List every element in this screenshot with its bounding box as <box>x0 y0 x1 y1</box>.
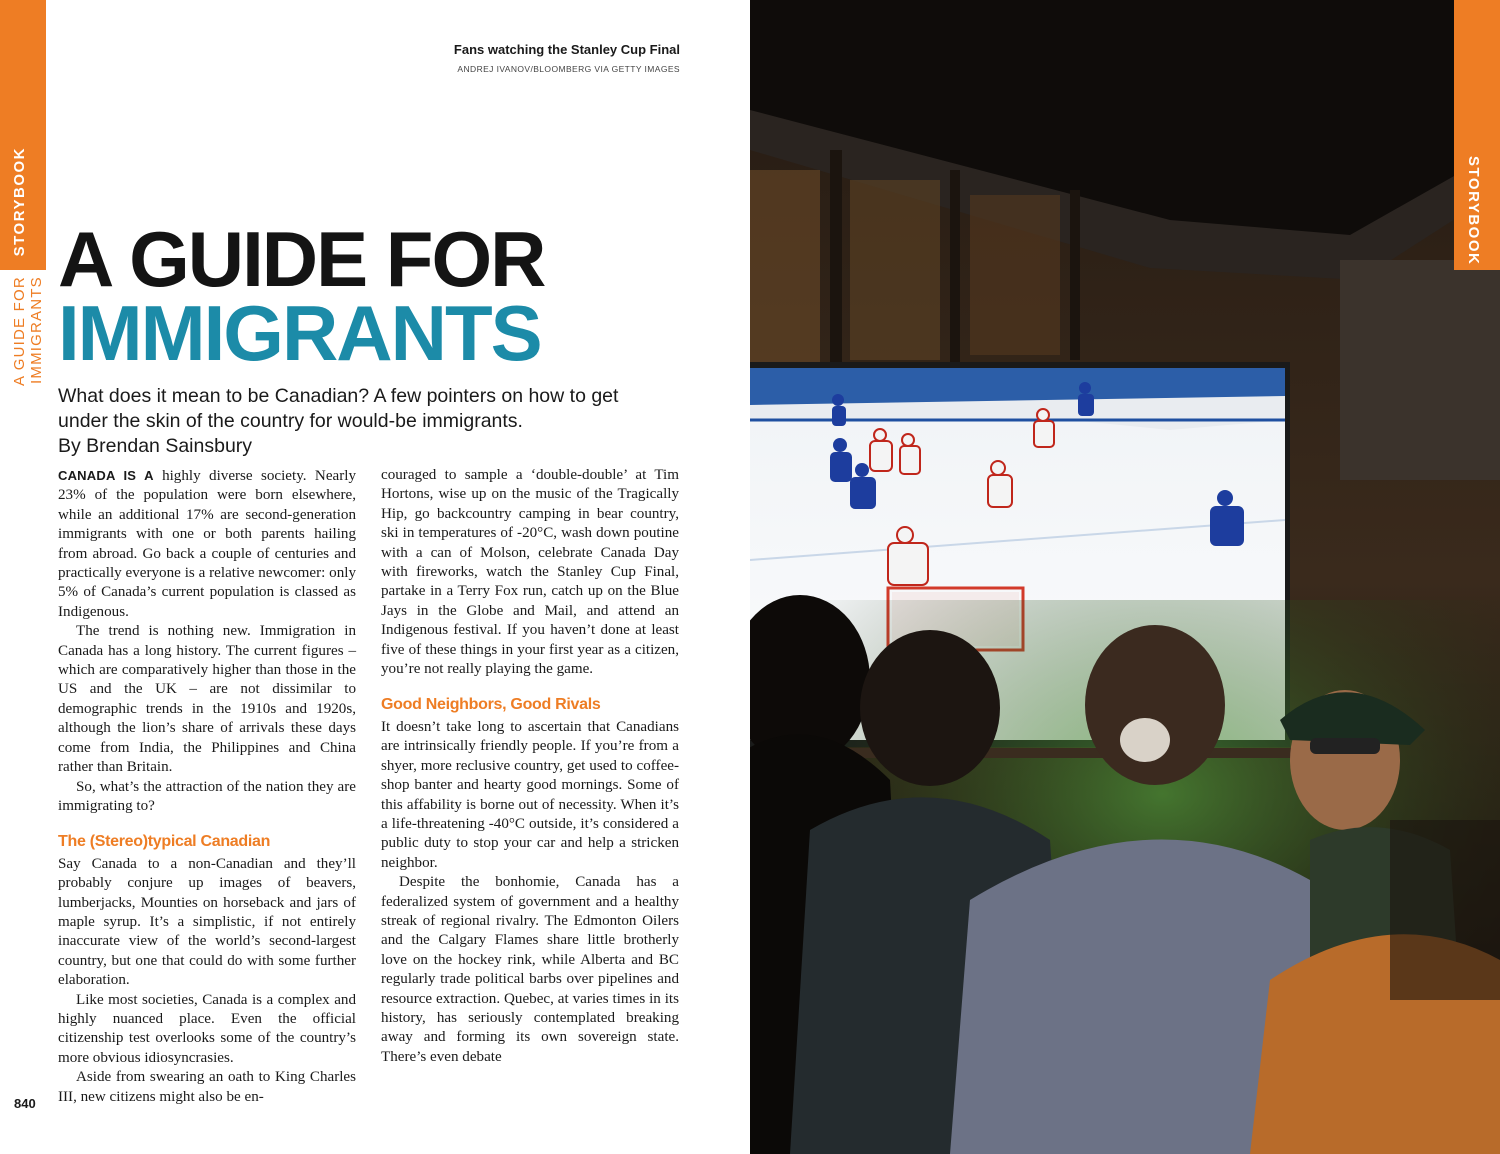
paragraph: It doesn’t take long to ascertain that Canadians are intrinsically friendly people. If you’re from a shyer, more reclusive country, get used to coffee-shop banter and hearty good mornings. Some of this affability is borne out of necessity. When it’s a life-threatening -40°C outside, it’s considered a public duty to stop your car and help a stricken neighbor. <box>381 718 679 871</box>
paragraph <box>58 466 356 622</box>
paragraph: The trend is nothing new. Immigration in Canada has a long history. The current figures – which are comparatively higher than those in the US and the UK – are not dissimilar to demographic trends in the 1910s and 1920s, although the lion’s share of arrivals these days come from India, the Philippines and China rather than Britain. <box>58 623 356 776</box>
standfirst <box>58 384 658 459</box>
lead-in: CANADA IS A <box>58 468 154 483</box>
article-column-1 <box>58 466 356 1107</box>
paragraph: So, what’s the attraction of the nation they are immigrating to? <box>58 778 356 814</box>
headline-line-2: IMMIGRANTS <box>58 289 541 377</box>
paragraph: Say Canada to a non-Canadian and they’ll probably conjure up images of beavers, lumberjacks, Mounties on horseback and jars of maple syrup. It’s a simplistic, if not entirely inaccurate view of the world’s second-largest country, but one that could do with some further elaboration. <box>58 855 356 989</box>
page-number: 840 <box>14 1096 36 1111</box>
hockey-fans-photo <box>750 0 1500 1154</box>
article-column-2 <box>381 466 679 1067</box>
paragraph: couraged to sample a ‘double-double’ at Tim Hortons, wise up on the music of the Tragically Hip, go backcountry camping in bear country, ski in temperatures of -20°C, wash down poutine with a can of Molson, celebrate Canada Day with fireworks, watch the Stanley Cup Final, partake in a Terry Fox run, catch up on the Blue Jays in the Globe and Mail, and attend an Indigenous festival. If you haven’t done at least five of these things in your first year as a citizen, you’re not really playing the game. <box>381 467 679 678</box>
byline: By Brendan Sainsbury <box>58 435 253 457</box>
photo-illustration <box>750 0 1500 1154</box>
standfirst-text: What does it mean to be Canadian? A few pointers on how to get under the skin of the country for would-be immigrants. <box>58 385 619 432</box>
paragraph: Like most societies, Canada is a complex and highly nuanced place. Even the official citizenship test overlooks some of the country’s more obvious idiosyncrasies. <box>58 991 356 1066</box>
paragraph: Despite the bonhomie, Canada has a federalized system of government and a healthy streak of regional rivalry. The Edmonton Oilers and the Calgary Flames share little brotherly love on the hockey rink, while Alberta and BC regularly trade political barbs over pipelines and resource extraction. Quebec, at varies times in its history, has seriously contemplated breaking away and forming its own sovereign state. There’s even debate <box>381 874 679 1065</box>
subheading: Good Neighbors, Good Rivals <box>381 696 601 714</box>
caption-credit: ANDREJ IVANOV/BLOOMBERG VIA GETTY IMAGES <box>457 64 680 74</box>
paragraph-text: highly diverse society. Nearly 23% of the population were born elsewhere, while an additional 17% are second-generation immigrants with one or both parents hailing from abroad. Go back a couple of centuries and practically everyone is a relative newcomer: only 5% of Canada’s current population is classed as Indigenous. <box>58 468 356 620</box>
caption-title: Fans watching the Stanley Cup Final <box>453 42 680 57</box>
subheading: The (Stereo)typical Canadian <box>58 833 271 851</box>
article-headline <box>58 215 718 377</box>
headline-line-1: A GUIDE FOR <box>58 215 545 303</box>
chapter-side-label: A GUIDE FOR IMMIGRANTS <box>11 276 45 386</box>
photo-caption <box>380 42 680 74</box>
section-tab <box>0 0 46 270</box>
section-tab-right <box>1454 0 1500 270</box>
section-tab-right-label: STORYBOOK <box>1465 156 1482 266</box>
paragraph: Aside from swearing an oath to King Charles III, new citizens might also be en- <box>58 1069 356 1105</box>
section-tab-label: STORYBOOK <box>11 146 28 256</box>
